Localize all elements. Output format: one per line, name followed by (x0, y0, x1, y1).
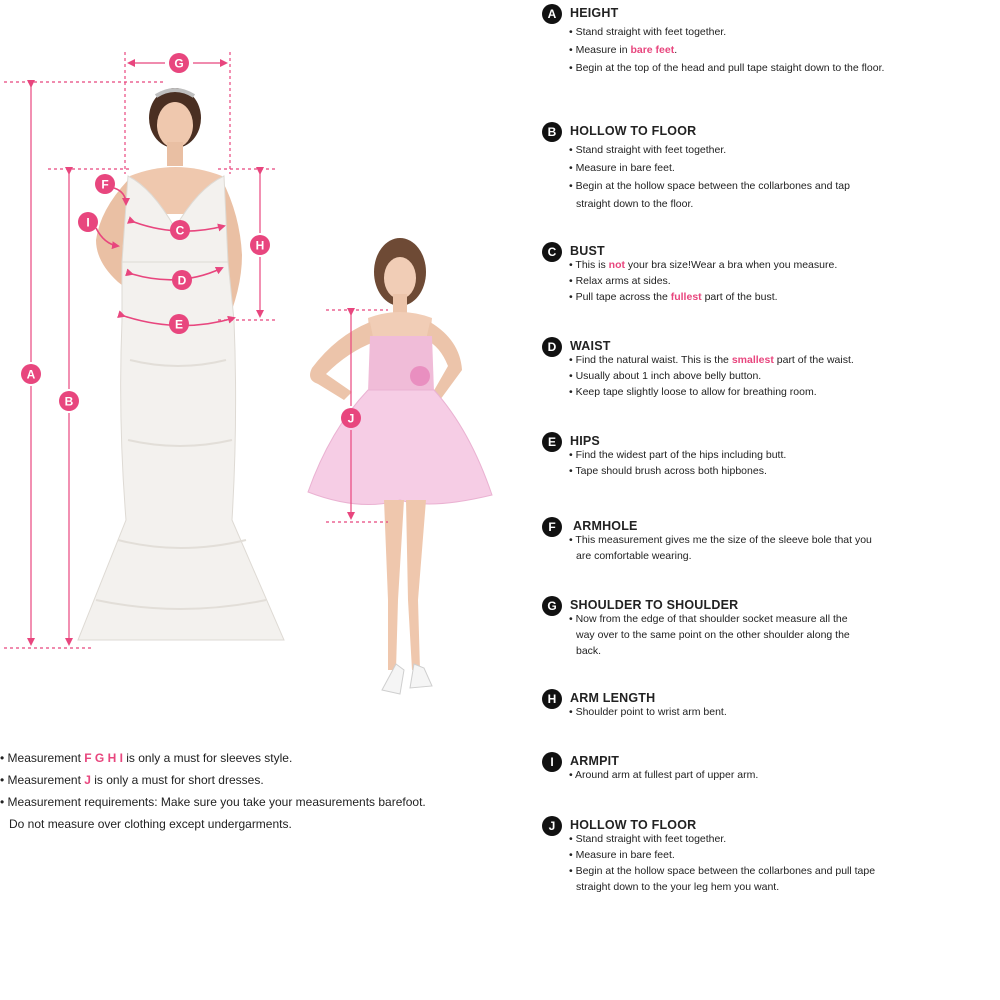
marker-A (21, 364, 41, 384)
marker-B (59, 391, 79, 411)
instruction-text: part of the bust. (701, 291, 778, 303)
instruction-line: • Measure in bare feet. (569, 849, 675, 861)
badge-A: A (542, 4, 562, 24)
marker-label: A (26, 367, 36, 382)
instruction-line: • Begin at the hollow space between the collarbones and pull tape straight down to the your leg hem you want. (569, 865, 876, 893)
marker-G (169, 53, 189, 73)
marker-label: F (101, 177, 109, 192)
instruction-text: • Find the natural waist. This is the (569, 354, 732, 366)
instruction-text: • Pull tape across the (569, 291, 671, 303)
note-text: • Measurement (0, 773, 85, 787)
instruction-line: • Stand straight with feet together. (569, 144, 727, 156)
note-highlight: F G H I (84, 751, 123, 765)
instruction-line: • Find the widest part of the hips including butt. (569, 449, 787, 461)
short-dress-model (308, 238, 492, 694)
marker-E (169, 314, 189, 334)
section-title: ARMPIT (570, 754, 620, 768)
note-requirements-cont (0, 813, 520, 835)
instruction-line (569, 41, 899, 59)
note-short-dresses (0, 769, 520, 791)
instruction-text: your bra size!Wear a bra when you measure. (625, 259, 838, 271)
instruction-line: • Begin at the top of the head and pull tape staight down to the floor. (569, 62, 885, 74)
instruction-line: • Begin at the hollow space between the collarbones and tap straight down to the floor. (569, 180, 850, 210)
section-title: HOLLOW TO FLOOR (570, 124, 697, 138)
instruction-line: • Now from the edge of that shoulder socket measure all the way over to the same point on the other shoulder along the back. (569, 613, 850, 657)
section-title: HOLLOW TO FLOOR (570, 818, 697, 832)
badge-D: D (542, 337, 562, 357)
instruction-line: • Around arm at fullest part of upper arm. (569, 769, 759, 781)
instruction-line: • Tape should brush across both hipbones. (569, 465, 767, 477)
marker-label: B (64, 394, 74, 409)
instruction-highlight: not (608, 259, 625, 271)
marker-F (95, 174, 115, 194)
instruction-line: • Keep tape slightly loose to allow for breathing room. (569, 386, 817, 398)
section-title: HEIGHT (570, 6, 619, 20)
instruction-line: • Stand straight with feet together. (569, 26, 727, 38)
note-text: Do not measure over clothing except undergarments. (9, 817, 292, 831)
note-text: • Measurement requirements: Make sure you take your measurements barefoot. (0, 795, 426, 809)
instruction-line (569, 289, 899, 305)
marker-D (172, 270, 192, 290)
section-title: WAIST (570, 339, 611, 353)
section-title: BUST (570, 244, 605, 258)
marker-J (341, 408, 361, 428)
note-text: • Measurement (0, 751, 85, 765)
note-requirements (0, 791, 520, 813)
instruction-text: . (674, 44, 678, 56)
badge-H: H (542, 689, 562, 709)
badge-I: I (542, 752, 562, 772)
badge-B: B (542, 122, 562, 142)
section-title: SHOULDER TO SHOULDER (570, 598, 739, 612)
instruction-line: • Relax arms at sides. (569, 275, 671, 287)
note-highlight: J (84, 773, 91, 787)
instruction-line (569, 257, 899, 273)
instruction-text: • This is (569, 259, 609, 271)
section-title: HIPS (570, 434, 600, 448)
badge-J: J (542, 816, 562, 836)
marker-label: D (177, 273, 187, 288)
instruction-text: part of the waist. (773, 354, 854, 366)
note-sleeves (0, 747, 520, 769)
badge-E: E (542, 432, 562, 452)
marker-H (250, 235, 270, 255)
instruction-highlight: bare feet (630, 44, 675, 56)
marker-C (170, 220, 190, 240)
instruction-highlight: smallest (731, 354, 774, 366)
note-text: is only a must for short dresses. (90, 773, 264, 787)
badge-G: G (542, 596, 562, 616)
badge-C: C (542, 242, 562, 262)
section-title: ARMHOLE (573, 519, 638, 533)
badge-F: F (542, 517, 562, 537)
note-text: is only a must for sleeves style. (122, 751, 293, 765)
instruction-line: • Measure in bare feet. (569, 162, 675, 174)
bridal-gown-model (78, 88, 284, 640)
instruction-line: • Usually about 1 inch above belly button. (569, 370, 762, 382)
section-title: ARM LENGTH (570, 691, 656, 705)
marker-I (78, 212, 98, 232)
marker-label: G (174, 56, 184, 71)
instruction-line: • Shoulder point to wrist arm bent. (569, 706, 727, 718)
marker-label: E (174, 317, 184, 332)
instruction-line (569, 352, 899, 368)
measurement-notes (0, 747, 520, 835)
marker-label: J (347, 411, 355, 426)
measurement-figures (0, 0, 520, 720)
instruction-line: • This measurement gives me the size of the sleeve bole that you are comfortable wearing. (569, 534, 872, 562)
instruction-line: • Stand straight with feet together. (569, 833, 727, 845)
marker-label: C (175, 223, 185, 238)
marker-label: H (255, 238, 265, 253)
instruction-highlight: fullest (670, 291, 702, 303)
instruction-text: • Measure in (569, 44, 631, 56)
marker-label: I (86, 215, 90, 230)
